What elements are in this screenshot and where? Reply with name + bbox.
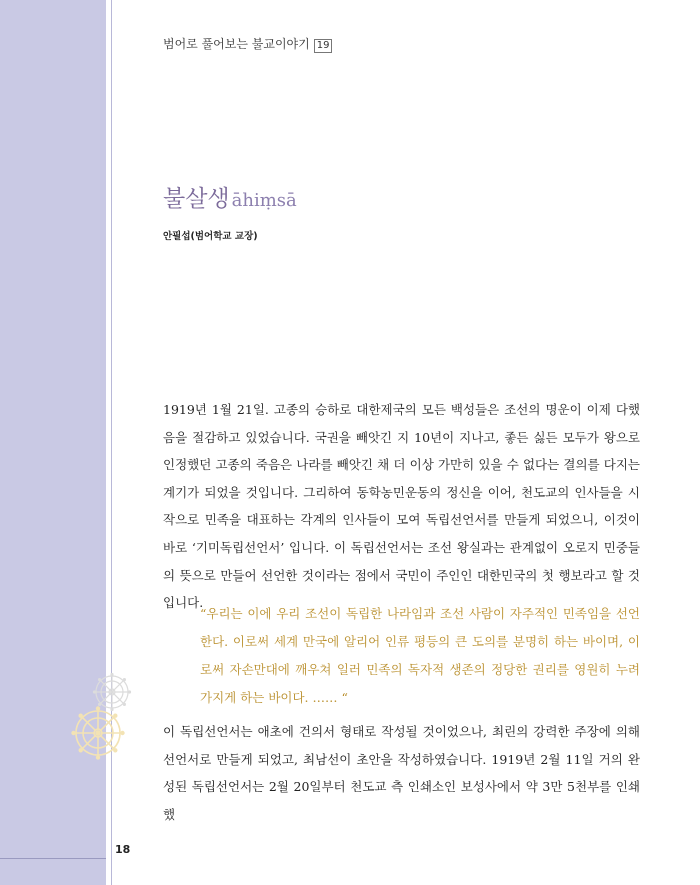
issue-number: 19: [314, 39, 333, 53]
body-paragraph-1: 1919년 1월 21일. 고종의 승하로 대한제국의 모든 백성들은 조선의 명운이 이제 다했음을 절감하고 있었습니다. 국권을 빼앗긴 지 10년이 지나고, 좋든 싫든 모두가 왕으로 인정했던 고종의 죽음은 나라를 빼앗긴 채 더 이상 가만히 있을 수 없다는 결의를 다지는 계기가 되었을 것입니다. 그리하여 동학농민운동의 정신을 이어, 천도교의 인사들을 시작으로 민족을 대표하는 각계의 인사들이 모여 독립선언서를 만들게 되었으니, 이것이 바로 ‘기미독립선언서’ 입니다. 이 독립선언서는 조선 왕실과는 관계없이 오로지 민중들의 뜻으로 만들어 선언한 것이라는 점에서 국민이 주인인 대한민국의 첫 행보라고 할 것입니다.: [163, 402, 640, 611]
article-title: [163, 180, 297, 213]
declaration-quote: “우리는 이에 우리 조선이 독립한 나라임과 조선 사람이 자주적인 민족임을 선언한다. 이로써 세계 만국에 알리어 인류 평등의 큰 도의를 분명히 하는 바이며, 이로써 자손만대에 깨우쳐 일러 민족의 독자적 생존의 정당한 권리를 영원히 누려 가지게 하는 바이다. …… “: [200, 606, 640, 705]
article-title-korean: 불살생: [163, 186, 230, 212]
running-header-title: 범어로 풀어보는 불교이야기: [163, 37, 310, 51]
running-header: [163, 35, 332, 53]
dharma-wheel-icon: [70, 705, 126, 761]
body-paragraph-2: 이 독립선언서는 애초에 건의서 형태로 작성될 것이었으나, 최린의 강력한 주장에 의해 선언서로 만들게 되었고, 최남선이 초안을 작성하였습니다. 1919년 2월 11일 거의 완성된 독립선언서는 2월 20일부터 천도교 측 인쇄소인 보성사에서 약 3만 5천부를 인쇄했: [163, 724, 640, 822]
page-number: 18: [115, 843, 131, 856]
article-author: 안필섭(범어학교 교장): [163, 231, 258, 242]
article-title-roman: āhiṃsā: [231, 190, 297, 211]
bottom-rule: [0, 858, 106, 859]
